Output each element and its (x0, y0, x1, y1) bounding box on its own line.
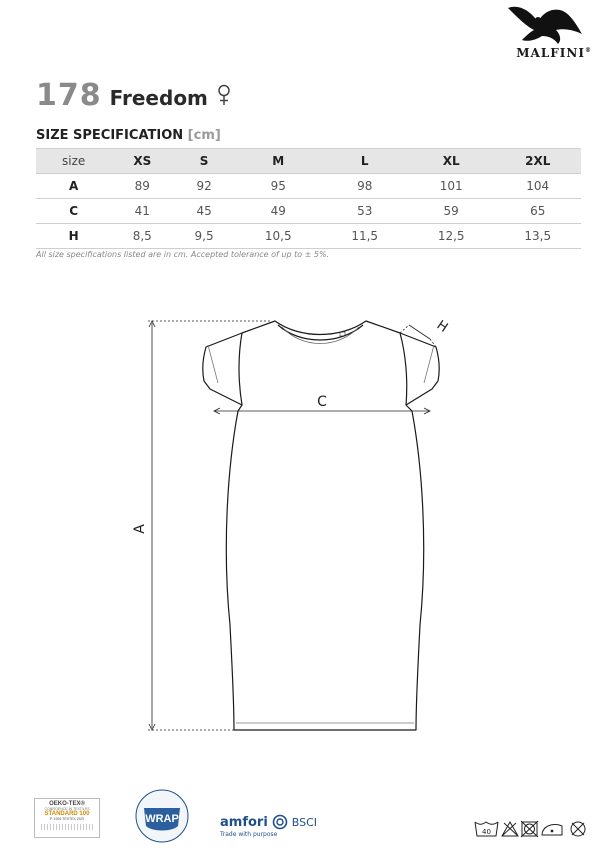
table-row (36, 174, 581, 199)
garment-diagram (130, 305, 470, 745)
svg-text:WRAP: WRAP (145, 813, 179, 825)
size-table (36, 148, 581, 249)
row-label: H (36, 224, 111, 249)
column-header: XS (111, 149, 173, 174)
amfori-ring-icon (272, 814, 288, 830)
measure-c-label: C (317, 394, 327, 410)
left-sleeve (203, 333, 242, 405)
no-bleach-icon (502, 822, 518, 836)
section-unit: [cm] (187, 128, 221, 143)
female-symbol-icon (216, 84, 232, 106)
amfori-bsci-badge (220, 814, 317, 830)
wrap-badge (132, 788, 192, 844)
table-cell: 13,5 (494, 224, 581, 249)
oekotex-badge: OEKO-TEX® CONFIDENCE IN TEXTILES STANDARD 100 P-1926 TESTEX ZÜR (34, 798, 100, 838)
column-header: XL (408, 149, 494, 174)
table-cell: 10,5 (235, 224, 321, 249)
table-cell: 104 (494, 174, 581, 199)
no-tumble-dry-icon (521, 821, 538, 837)
measure-h-line (409, 325, 430, 339)
table-header-row (36, 149, 581, 174)
column-header: S (173, 149, 235, 174)
table-cell: 95 (235, 174, 321, 199)
tolerance-note: All size specifications listed are in cm. Accepted tolerance of up to ± 5%. (36, 250, 330, 259)
no-dry-clean-icon (571, 822, 585, 836)
column-header: L (321, 149, 407, 174)
table-cell: 92 (173, 174, 235, 199)
amfori-name: amfori (220, 814, 268, 830)
section-title: SIZE SPECIFICATION (36, 128, 184, 143)
table-cell: 12,5 (408, 224, 494, 249)
measure-a-label: A (132, 524, 148, 534)
table-cell: 45 (173, 199, 235, 224)
section-heading (36, 128, 221, 143)
svg-text:40: 40 (482, 828, 491, 836)
table-cell: 49 (235, 199, 321, 224)
measure-h-label: H (433, 317, 451, 336)
product-title (36, 78, 232, 112)
table-cell: 59 (408, 199, 494, 224)
table-cell: 65 (494, 199, 581, 224)
column-header: 2XL (494, 149, 581, 174)
table-cell: 101 (408, 174, 494, 199)
table-row (36, 224, 581, 249)
bsci-label: BSCI (291, 815, 318, 829)
table-cell: 89 (111, 174, 173, 199)
neckline (278, 325, 363, 340)
table-cell: 53 (321, 199, 407, 224)
eagle-icon (498, 0, 588, 44)
table-cell: 41 (111, 199, 173, 224)
amfori-tagline: Trade with purpose (220, 831, 278, 838)
dress-outline (226, 321, 423, 730)
care-symbols (474, 818, 594, 840)
column-header: size (36, 149, 111, 174)
row-label: C (36, 199, 111, 224)
column-header: M (235, 149, 321, 174)
table-cell: 9,5 (173, 224, 235, 249)
row-label: A (36, 174, 111, 199)
table-row (36, 199, 581, 224)
table-cell: 11,5 (321, 224, 407, 249)
brand-name: MALFINI® (516, 46, 592, 60)
product-number: 178 (36, 78, 102, 113)
table-cell: 8,5 (111, 224, 173, 249)
product-name: Freedom (109, 86, 208, 110)
table-cell: 98 (321, 174, 407, 199)
